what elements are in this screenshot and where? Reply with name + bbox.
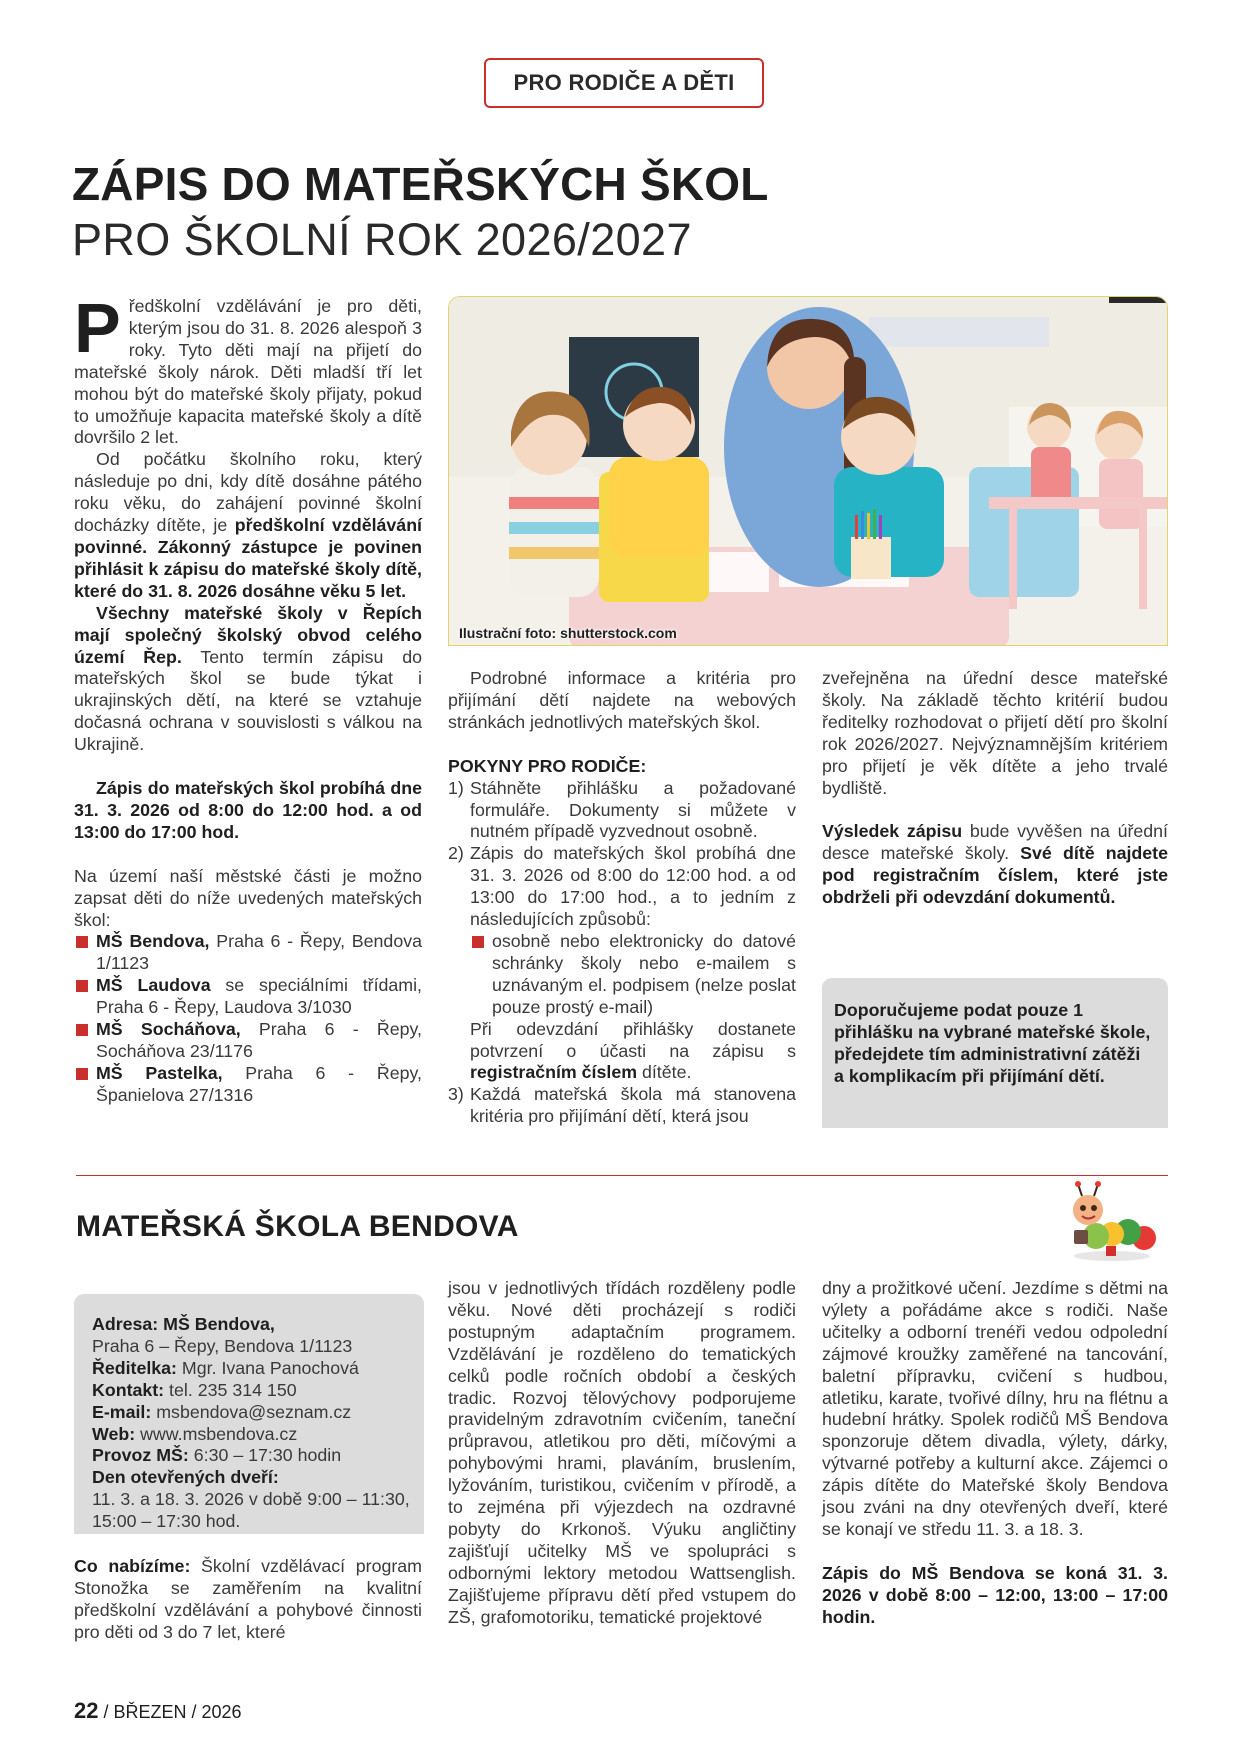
instructions-column <box>448 668 796 1128</box>
enrollment-date-paragraph: Zápis do mateřských škol probíhá dne 31. 3. 2026 od 8:00 do 12:00 hod. a od 13:00 do 17:00 hod. <box>74 778 422 842</box>
list-item: MŠ Laudova se speciálními třídami, Praha 6 - Řepy, Laudova 3/1030 <box>74 975 422 1019</box>
intro-paragraph-3: Všechny mateřské školy v Řepích mají společný školský obvod celého území Řep. Tento termín zápisu do mateřských škol se bude týkat i ukrajinských dětí, na které se vztahuje dočasná ochrana v souvislosti s válkou na Ukrajině. <box>74 602 422 755</box>
recommendation-box: Doporučujeme podat pouze 1 přihlášku na vybrané mateřské škole, předejdete tím administrativní zátěži a komplikacím při přijímání dětí. <box>822 978 1168 1128</box>
instructions-title: POKYNY PRO RODIČE: <box>448 755 647 776</box>
director-value: Mgr. Ivana Panochová <box>176 1357 359 1378</box>
intro-paragraph-2: Od počátku školního roku, který následuje po dni, kdy dítě dosáhne pátého roku věku, do zahájení povinné školní docházky dítěte, je předškolní vzdělávání povinné. Zákonný zástupce je povinen přihlásit k zápisu do mateřské školy dítě, které do 31. 8. 2026 dosáhne věku 5 let. <box>74 449 422 601</box>
bendova-middle-column: jsou v jednotlivých třídách rozděleny podle věku. Nové děti procházejí s rodiči postupným adaptačním programem. Vzdělávání je rozděleno do tematických celků podle ročních období a českých tradic. Rozvoj tělovýchovy podporujeme pravidelným zdravotním cvičením, taneční průpravou, atletikou pro děti, míčovými a pohybovými hrami, plaváním, bruslením, lyžováním, turistikou, cvičením v přírodě, a to zejména při výjezdech na ozdravné pobyty do Krkonoš. Výuku angličtiny zajišťují učitelky MŠ ve spolupráci s odbornými lektory metodou Wattsenglish. Zajišťujeme přípravu dětí před vstupem do ZŠ, grafomotoriku, tematické projektové <box>448 1278 796 1627</box>
bendova-right-column: dny a prožitkové učení. Jezdíme s dětmi na výlety a pořádáme akce s rodiči. Naše učitelky a odborní trenéři vedou odpolední zájmové kroužky zaměřené na tancování, baletní přípravku, cvičení s hudbou, atletiku, karate, tvořivé dílny, hru na flétnu a hudební hrátky. Spolek rodičů MŠ Bendova sponzoruje dětem divadla, výlety, dárky, výtvarné potřeby a kulturní akce. Zájemci o zápis dítěte do Mateřské školy Bendova jsou zváni na dny otevřených dveří, které se konají ve středu 11. 3. a 18. 3. Zápis do MŠ Bendova se koná 31. 3. 2026 v době 8:00 – 12:00, 13:00 – 17:00 hodin. <box>822 1278 1168 1627</box>
classroom-photo <box>448 296 1168 646</box>
page-footer <box>74 1698 242 1724</box>
list-item: MŠ Socháňova, Praha 6 - Řepy, Socháňova 23/1176 <box>74 1019 422 1063</box>
list-item: 1) Stáhněte přihlášku a požadované formuláře. Dokumenty si můžete v nutném případě vyzvednout osobně. <box>448 777 796 842</box>
caterpillar-mascot-icon <box>1066 1180 1158 1264</box>
bendova-enrollment-date: Zápis do MŠ Bendova se koná 31. 3. 2026 v době 8:00 – 12:00, 13:00 – 17:00 hodin. <box>822 1562 1168 1627</box>
classroom-illustration <box>449 297 1168 646</box>
intro-paragraph-1: ředškolní vzdělávání je pro děti, kterým jsou do 31. 8. 2026 alespoň 3 roky. Tyto děti mají na přijetí do mateřské školy nárok. Děti mladší tří let mohou být do mateřské školy přijaty, pokud to umožňuje kapacita mateřské školy a dítě dovršilo 2 let. <box>74 296 422 448</box>
subheadline: PRO ŠKOLNÍ ROK 2026/2027 <box>72 214 692 265</box>
headline: ZÁPIS DO MATEŘSKÝCH ŠKOL <box>72 158 769 210</box>
right-paragraph-1: zveřejněna na úřední desce mateřské školy. Na základě těchto kritérií budou ředitelky rozhodovat o přijetí dětí pro školní rok 2026/2027. Nejvýznamnějším kritériem pro přijetí je věk dítěte a jeho trvalé bydliště. <box>822 668 1168 798</box>
address-value: Praha 6 – Řepy, Bendova 1/1123 <box>92 1335 353 1356</box>
results-column <box>822 668 1168 909</box>
results-paragraph: Výsledek zápisu bude vyvěšen na úřední desce mateřské školy. Své dítě najdete pod registračním číslem, které jste obdrželi při odevzdání dokumentů. <box>822 821 1168 908</box>
intro-paragraph-5: Na území naší městské části je možno zapsat děti do níže uvedených mateřských škol: <box>74 865 422 930</box>
web-link[interactable]: www.msbendova.cz <box>135 1423 298 1444</box>
issue-label: / BŘEZEN / 2026 <box>98 1702 242 1722</box>
middle-paragraph-1: Podrobné informace a kritéria pro přijímání dětí najdete na webových stránkách jednotlivých mateřských škol. <box>448 668 796 732</box>
school-list <box>74 931 422 1106</box>
phone-value: tel. 235 314 150 <box>164 1379 297 1400</box>
address-label: Adresa: MŠ Bendova, <box>92 1314 275 1334</box>
list-item: MŠ Bendova, Praha 6 - Řepy, Bendova 1/1123 <box>74 931 422 975</box>
list-item: 3) Každá mateřská škola má stanovena kritéria pro přijímání dětí, která jsou <box>448 1084 796 1127</box>
section-title: MATEŘSKÁ ŠKOLA BENDOVA <box>76 1210 519 1243</box>
email-link[interactable]: msbendova@seznam.cz <box>151 1401 352 1422</box>
list-item: MŠ Pastelka, Praha 6 - Řepy, Španielova 27/1316 <box>74 1063 422 1107</box>
opening-hours: 6:30 – 17:30 hodin <box>188 1445 342 1466</box>
instructions-list <box>448 778 796 1129</box>
list-item: osobně nebo elektronicky do datové schránky školy nebo e-mailem s uznávaným el. podpisem (nelze poslat pouze prostý e-mail) <box>470 931 796 1019</box>
bendova-left-column: Co nabízíme: Školní vzdělávací program Stonožka se zaměřením na kvalitní předškolní vzdělávání a pohybové činnosti pro děti od 3 do 7 let, které <box>74 1556 422 1642</box>
contact-box: Adresa: MŠ Bendova, Praha 6 – Řepy, Bendova 1/1123 Ředitelka: Mgr. Ivana Panochová Kontakt: tel. 235 314 150 E-mail: msbendova@seznam.cz Web: www.msbendova.cz Provoz MŠ: 6:30 – 17:30 hodin Den otevřených dveří: 11. 3. a 18. 3. 2026 v době 9:00 – 11:30, 15:00 – 17:30 hod. <box>74 1294 424 1534</box>
intro-column <box>74 289 422 1107</box>
section-tag: PRO RODIČE A DĚTI <box>484 58 764 108</box>
list-item: 2) Zápis do mateřských škol probíhá dne 31. 3. 2026 od 8:00 do 12:00 hod. a od 13:00 do 17:00 hod., a to jedním z následujících způsobů: osobně nebo elektronicky do datové schránky školy nebo e-mailem s uznávaným el. podpisem (nelze poslat pouze prostý e-mail) Při odevzdání přihlášky dostanete potvrzení o účasti na zápisu s registračním číslem dítěte. <box>448 843 796 1083</box>
page-number: 22 <box>74 1698 99 1723</box>
photo-credit: Ilustrační foto: shutterstock.com <box>459 625 677 641</box>
section-divider <box>76 1175 1168 1176</box>
open-day-value: 11. 3. a 18. 3. 2026 v době 9:00 – 11:30, 15:00 – 17:30 hod. <box>92 1489 410 1532</box>
drop-cap: P <box>74 289 121 367</box>
